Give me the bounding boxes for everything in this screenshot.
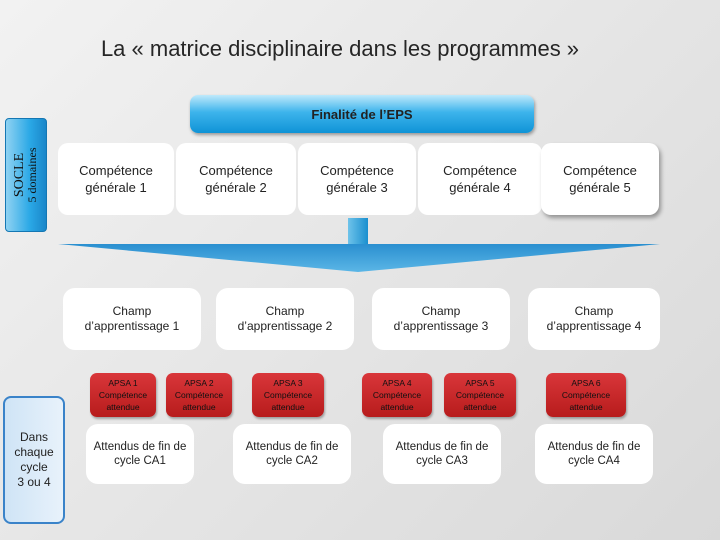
apsa-name: APSA 2: [184, 378, 214, 388]
apsa-name: APSA 5: [465, 378, 495, 388]
apsa-line2: attendue: [271, 402, 305, 412]
apsa-name: APSA 4: [382, 378, 412, 388]
attendus-line1: Attendus de fin de: [395, 441, 489, 453]
champ-line1: Champ: [421, 304, 461, 318]
attendus-line2: cycle CA3: [416, 455, 468, 467]
champ-apprentissage-1: [63, 288, 201, 350]
apsa-4: [362, 373, 432, 417]
socle-line2: 5 domaines: [25, 147, 39, 203]
competence-line2: générale 5: [569, 180, 631, 195]
dans-chaque-cycle-box: [3, 396, 65, 524]
attendus-line2: cycle CA1: [114, 455, 166, 467]
champ-apprentissage-4: [528, 288, 660, 350]
attendus-line2: cycle CA4: [568, 455, 620, 467]
champ-line2: d’apprentissage 1: [84, 319, 180, 333]
apsa-name: APSA 3: [273, 378, 303, 388]
apsa-line2: attendue: [182, 402, 216, 412]
apsa-name: APSA 1: [108, 378, 138, 388]
apsa-6: [546, 373, 626, 417]
apsa-line1: Compétence: [174, 390, 224, 400]
apsa-1: [90, 373, 156, 417]
dans-line2: chaque: [14, 445, 54, 459]
apsa-line1: Compétence: [455, 390, 505, 400]
competence-line1: Compétence: [563, 163, 637, 178]
page-title: La « matrice disciplinaire dans les programmes »: [100, 36, 580, 61]
dans-line3: cycle: [20, 460, 48, 474]
attendus-ca4: [535, 424, 653, 484]
competence-line1: Compétence: [443, 163, 517, 178]
attendus-line1: Attendus de fin de: [93, 441, 187, 453]
champ-line2: d’apprentissage 2: [237, 319, 333, 333]
funnel-triangle: [58, 244, 660, 272]
socle-line1: SOCLE: [12, 152, 27, 198]
attendus-line1: Attendus de fin de: [245, 441, 339, 453]
competence-line2: générale 2: [205, 180, 267, 195]
champ-line1: Champ: [112, 304, 152, 318]
dans-line1: Dans: [19, 430, 48, 444]
champ-apprentissage-2: [216, 288, 354, 350]
attendus-line2: cycle CA2: [266, 455, 318, 467]
apsa-5: [444, 373, 516, 417]
apsa-2: [166, 373, 232, 417]
champ-apprentissage-3: [372, 288, 510, 350]
apsa-line1: Compétence: [98, 390, 148, 400]
competence-line1: Compétence: [199, 163, 273, 178]
competence-line1: Compétence: [79, 163, 153, 178]
apsa-line2: attendue: [106, 402, 140, 412]
competence-line2: générale 1: [85, 180, 147, 195]
champ-line2: d’apprentissage 3: [393, 319, 489, 333]
attendus-line1: Attendus de fin de: [547, 441, 641, 453]
apsa-line2: attendue: [463, 402, 497, 412]
apsa-name: APSA 6: [571, 378, 601, 388]
attendus-ca3: [383, 424, 501, 484]
competence-line2: générale 4: [449, 180, 511, 195]
apsa-line2: attendue: [569, 402, 603, 412]
champ-line2: d’apprentissage 4: [546, 319, 642, 333]
champ-line1: Champ: [574, 304, 614, 318]
apsa-3: [252, 373, 324, 417]
attendus-ca2: [233, 424, 351, 484]
attendus-ca1: [86, 424, 194, 484]
finalite-box: Finalité de l’EPS: [190, 95, 534, 133]
apsa-line2: attendue: [380, 402, 414, 412]
competence-line2: générale 3: [326, 180, 388, 195]
dans-line4: 3 ou 4: [17, 475, 51, 489]
champ-line1: Champ: [265, 304, 305, 318]
apsa-line1: Compétence: [263, 390, 313, 400]
apsa-line1: Compétence: [561, 390, 611, 400]
apsa-line1: Compétence: [372, 390, 422, 400]
competence-line1: Compétence: [320, 163, 394, 178]
